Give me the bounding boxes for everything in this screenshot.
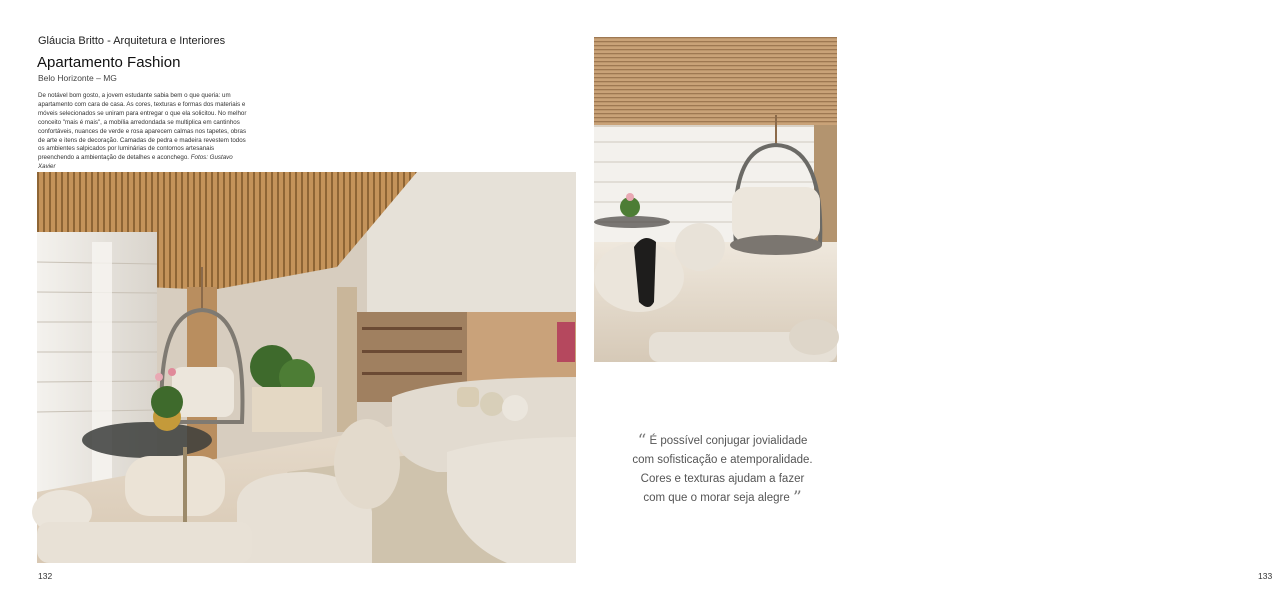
article-title: Apartamento Fashion — [37, 54, 181, 71]
quote-line-1 — [615, 432, 830, 451]
living-room-illustration — [37, 172, 576, 563]
article-body — [38, 92, 250, 172]
article-body-text: De notável bom gosto, a jovem estudante sabia bem o que queria: um apartamento com cara de casa. As cores, texturas e formas dos materiais e móveis selecionados se uniram para entregar o que ela solicitou. No melhor conceito "mais é mais", a mobília arredondada se multiplica em cantinhos confortáveis, nuances de verde e rosa aparecem calmas nos tapetes, obras de arte e itens de decoração. Camadas de pedra e madeira revestem todos os ambientes salpicados por luminárias de contornos artesanais preenchendo a ambientação de detalhes e aconchego. — [38, 92, 247, 162]
close-quote-mark: ” — [792, 488, 802, 508]
quote-line-3: Cores e texturas ajudam a fazer — [640, 473, 805, 485]
quote-line-4 — [615, 489, 830, 508]
pull-quote — [615, 432, 830, 508]
page-number-right: 133 — [1258, 571, 1272, 581]
living-room-photo — [37, 172, 576, 563]
open-quote-mark: “ — [637, 431, 647, 451]
hanging-chair-illustration — [594, 37, 837, 362]
hanging-chair-photo — [594, 37, 837, 362]
quote-line-4-text: com que o morar seja alegre — [643, 492, 790, 504]
photo-credit: Fotos: Gustavo Xavier — [38, 154, 233, 171]
quote-line-1-text: É possível conjugar jovialidade — [649, 435, 808, 447]
studio-name: Gláucia Britto - Arquitetura e Interiores — [38, 35, 226, 47]
page-number-left: 132 — [38, 571, 53, 581]
quote-line-2: com sofisticação e atemporalidade. — [632, 454, 813, 466]
article-location: Belo Horizonte – MG — [38, 73, 117, 83]
